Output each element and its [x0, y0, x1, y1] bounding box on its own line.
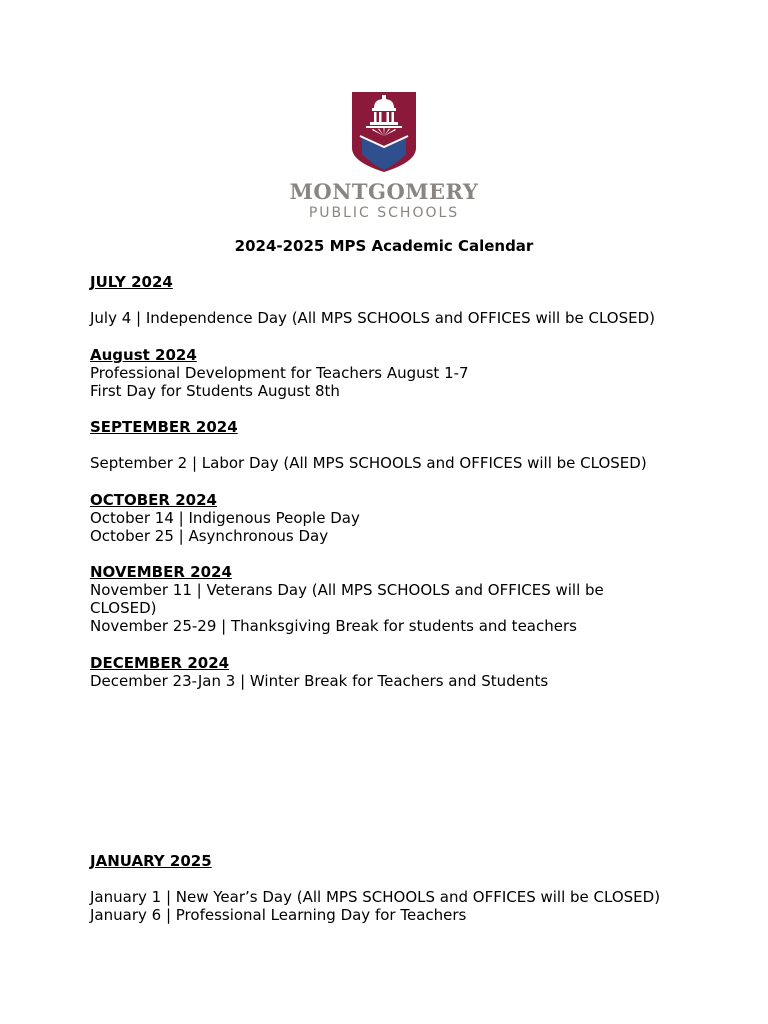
calendar-entry: November 25-29 | Thanksgiving Break for students and teachers [90, 617, 577, 635]
month-heading: DECEMBER 2024 [90, 654, 230, 672]
org-name: MONTGOMERY [289, 179, 479, 204]
calendar-entry: First Day for Students August 8th [90, 382, 340, 400]
month-heading: August 2024 [90, 346, 197, 364]
calendar-entry: January 1 | New Year’s Day (All MPS SCHOOLS and OFFICES will be CLOSED) [90, 888, 661, 906]
month-heading: OCTOBER 2024 [90, 491, 217, 509]
month-heading: NOVEMBER 2024 [90, 563, 232, 581]
calendar-entry: July 4 | Independence Day (All MPS SCHOOLS and OFFICES will be CLOSED) [90, 309, 656, 327]
calendar-entry: December 23-Jan 3 | Winter Break for Teachers and Students [90, 672, 549, 690]
month-heading: JANUARY 2025 [90, 852, 212, 870]
calendar-entry: Professional Development for Teachers August 1-7 [90, 364, 469, 382]
calendar-entry: October 25 | Asynchronous Day [90, 527, 329, 545]
crest-icon [352, 92, 416, 174]
section-september [90, 418, 690, 472]
calendar-entry: September 2 | Labor Day (All MPS SCHOOLS and OFFICES will be CLOSED) [90, 454, 647, 472]
section-july [90, 273, 690, 327]
calendar-entry: October 14 | Indigenous People Day [90, 509, 360, 527]
school-logo [0, 92, 768, 222]
month-heading: JULY 2024 [90, 273, 173, 291]
section-november [90, 563, 690, 635]
month-heading: SEPTEMBER 2024 [90, 418, 238, 436]
org-subtitle: PUBLIC SCHOOLS [308, 205, 460, 221]
calendar-entry: January 6 | Professional Learning Day for Teachers [90, 906, 467, 924]
page-title: 2024-2025 MPS Academic Calendar [234, 237, 534, 255]
calendar-entry: November 11 | Veterans Day (All MPS SCHOOLS and OFFICES will be [90, 581, 604, 599]
section-december [90, 654, 690, 690]
section-january [90, 852, 690, 924]
section-october [90, 491, 690, 545]
section-august [90, 346, 690, 400]
calendar-entry: CLOSED) [90, 599, 157, 617]
